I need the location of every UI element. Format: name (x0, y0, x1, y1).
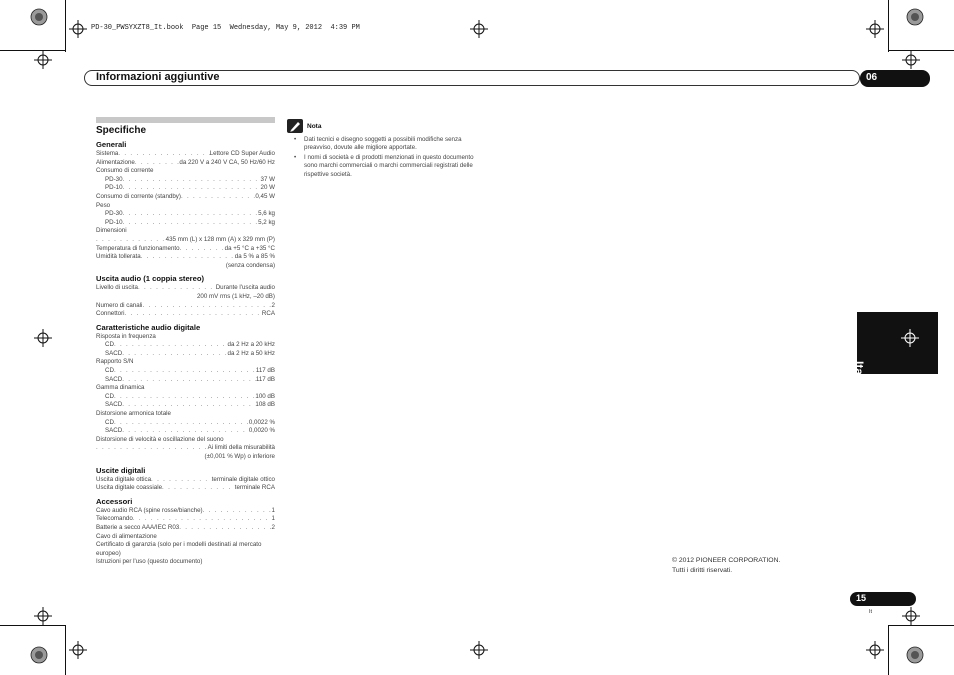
spec-row: Distorsione di velocità e oscillazione del suono (96, 435, 224, 443)
spec-label: CD (105, 367, 114, 375)
spec-value: 435 mm (L) x 128 mm (A) x 329 mm (P) (165, 235, 275, 243)
language-tab-label: Italiano (852, 361, 866, 404)
spec-value: 117 dB (255, 367, 275, 375)
crop-mark (888, 0, 889, 52)
spec-label: Uscita digitale coassiale (96, 484, 163, 492)
spec-value: 117 dB (255, 375, 275, 383)
spec-row (96, 219, 275, 228)
spec-value: 0,0022 % (248, 418, 275, 426)
leader-dots (180, 245, 225, 254)
spec-value: da 2 Hz a 20 kHz (227, 341, 275, 349)
leader-dots (114, 341, 228, 350)
crosshair-mark-icon (470, 20, 488, 38)
language-tab (852, 312, 938, 404)
spec-row: (senza condensa) (225, 261, 275, 269)
leader-dots (96, 444, 208, 453)
spec-row (96, 245, 275, 254)
spec-value: Lettore CD Super Audio (209, 150, 275, 157)
spec-row (96, 310, 275, 319)
spec-row (96, 159, 275, 168)
leader-dots (114, 419, 249, 428)
spec-row: Rapporto S/N (96, 358, 134, 366)
spec-row: Distorsione armonica totale (96, 410, 171, 418)
specs-list (96, 140, 275, 567)
spec-row (96, 393, 275, 402)
leader-dots (203, 507, 272, 516)
spec-value: terminale RCA (234, 484, 275, 492)
crop-mark (65, 0, 66, 52)
spec-row (96, 444, 275, 453)
note-item: • Dati tecnici e disegno soggetti a possibili modifiche senza preavviso, dovute alle migliore apportate. (294, 136, 474, 153)
spec-label: SACD (105, 427, 123, 435)
spec-row: Gamma dinamica (96, 384, 145, 392)
section-title: Informazioni aggiuntive (96, 71, 220, 83)
specs-title: Specifiche (96, 125, 147, 136)
spec-row (96, 284, 275, 293)
spec-label: CD (105, 392, 114, 400)
page-number: 15 (850, 592, 916, 606)
spec-row (96, 236, 275, 245)
copyright (672, 556, 780, 576)
spec-row (96, 193, 275, 202)
spec-row (96, 350, 275, 359)
spec-value: 2 (271, 301, 275, 309)
note-title: Nota (307, 123, 322, 130)
spec-label: PD-10 (105, 218, 123, 226)
crop-mark (888, 625, 889, 675)
spec-value: Ai limiti della misurabilità (207, 444, 275, 452)
spec-label: PD-30 (105, 175, 123, 183)
crosshair-mark-icon (34, 607, 52, 625)
spec-group-heading: Uscita audio (1 coppia stereo) (96, 274, 205, 284)
leader-dots (96, 236, 166, 245)
spec-label: Numero di canali (96, 301, 143, 309)
spec-group-heading: Uscite digitali (96, 465, 146, 475)
spec-group-heading: Caratteristiche audio digitale (96, 322, 201, 332)
leader-dots (138, 284, 216, 293)
spec-label: Alimentazione (96, 158, 135, 166)
leader-dots (123, 210, 259, 219)
spec-value: da 2 Hz a 50 kHz (227, 349, 275, 357)
spec-label: SACD (105, 375, 123, 383)
copyright-line: © 2012 PIONEER CORPORATION. (672, 557, 781, 564)
crosshair-mark-icon (34, 51, 52, 69)
leader-dots (162, 484, 235, 493)
leader-dots (122, 401, 255, 410)
crosshair-mark-icon (69, 641, 87, 659)
registration-mark-icon (906, 8, 924, 26)
spec-label: SACD (105, 401, 123, 409)
registration-mark-icon (30, 8, 48, 26)
spec-label: PD-30 (105, 210, 123, 218)
spec-label: Cavo audio RCA (spine rosse/bianche) (96, 506, 203, 514)
spec-row: Cavo di alimentazione (96, 532, 157, 540)
spec-label: Telecomando (96, 515, 133, 523)
spec-label: PD-10 (105, 184, 123, 192)
spec-row (96, 210, 275, 219)
spec-value: 37 W (260, 175, 275, 183)
spec-value: da 220 V a 240 V CA, 50 Hz/60 Hz (179, 158, 275, 166)
spec-row: (±0,001 % Wp) o inferiore (204, 453, 275, 460)
spec-row: Consumo di corrente (96, 167, 154, 175)
spec-value: 20 W (260, 184, 275, 192)
spec-value: 100 dB (255, 392, 275, 400)
spec-value: 0,0020 % (248, 427, 275, 435)
registration-mark-icon (30, 646, 48, 664)
leader-dots (141, 253, 235, 262)
spec-label: Temperatura di funzionamento (96, 244, 180, 252)
leader-dots (135, 159, 180, 168)
spec-label: Uscita digitale ottica (96, 475, 152, 483)
file-header: PD-30_PWSYXZT8_It.book Page 15 Wednesday, May 9, 2012 4:39 PM (91, 24, 360, 32)
leader-dots (123, 176, 261, 185)
spec-value: 1 (271, 515, 275, 523)
spec-row (96, 419, 275, 428)
spec-row (96, 427, 275, 436)
leader-dots (114, 393, 255, 402)
spec-row (96, 524, 275, 533)
spec-row (96, 253, 275, 262)
leader-dots (123, 219, 259, 228)
spec-row: Istruzioni per l'uso (questo documento) (96, 558, 203, 566)
spec-row: Certificato di garanzia (solo per i modelli destinati al mercato europeo) (96, 541, 262, 557)
spec-value: 0,45 W (255, 192, 275, 200)
spec-value: da 5 % a 85 % (234, 253, 275, 261)
crosshair-mark-icon (69, 20, 87, 38)
spec-value: 5,6 kg (258, 210, 275, 218)
leader-dots (125, 310, 262, 319)
crop-mark (888, 625, 954, 626)
spec-row (96, 484, 275, 493)
crop-mark (0, 625, 66, 626)
spec-label: Livello di uscita (96, 284, 138, 292)
spec-row: Dimensioni (96, 227, 127, 235)
spec-label: CD (105, 341, 114, 349)
leader-dots (142, 302, 271, 311)
spec-row (96, 476, 275, 485)
leader-dots (122, 350, 227, 359)
registration-mark-icon (906, 646, 924, 664)
spec-label: Consumo di corrente (standby) (96, 192, 181, 200)
leader-dots (114, 367, 256, 376)
spec-label: Sistema (96, 150, 119, 157)
crosshair-mark-icon (866, 20, 884, 38)
spec-group-heading: Accessori (96, 496, 133, 506)
spec-row (96, 184, 275, 193)
spec-row (96, 341, 275, 350)
leader-dots (123, 184, 261, 193)
note-icon (287, 119, 303, 133)
leader-dots (118, 150, 209, 159)
crosshair-mark-icon (34, 329, 52, 347)
spec-label: Batterie a secco AAA/IEC R03 (96, 523, 180, 531)
spec-row (96, 401, 275, 410)
copyright-line: Tutti i diritti riservati. (672, 567, 733, 574)
spec-label: SACD (105, 349, 123, 357)
spec-value: Durante l'uscita audio (215, 284, 275, 292)
chapter-badge: 06 (860, 70, 930, 87)
spec-value: terminale digitale ottico (211, 475, 275, 483)
spec-value: 2 (271, 523, 275, 531)
crosshair-mark-icon (902, 607, 920, 625)
spec-value: 1 (271, 506, 275, 514)
leader-dots (181, 193, 255, 202)
spec-row: Risposta in frequenza (96, 332, 156, 340)
spec-label: CD (105, 418, 114, 426)
leader-dots (151, 476, 212, 485)
crop-mark (888, 50, 954, 51)
crop-mark (0, 50, 66, 51)
note-item: • I nomi di società e di prodotti menzionati in questo documento sono marchi commerciali o marchi commerciali registrati delle rispettive società. (294, 154, 474, 179)
spec-value: RCA (261, 310, 275, 318)
crosshair-mark-icon (901, 329, 919, 347)
spec-row (96, 150, 275, 159)
crosshair-mark-icon (866, 641, 884, 659)
spec-row (96, 367, 275, 376)
spec-value: 108 dB (255, 401, 275, 409)
leader-dots (122, 376, 256, 385)
note-list (294, 136, 474, 180)
spec-value: 5,2 kg (258, 218, 275, 226)
spec-value: da +5 °C a +35 °C (224, 244, 275, 252)
crop-mark (65, 625, 66, 675)
leader-dots (122, 427, 249, 436)
spec-row: Peso (96, 201, 111, 209)
spec-label: Connettori (96, 310, 125, 318)
spec-row (96, 302, 275, 311)
spec-row (96, 376, 275, 385)
crosshair-mark-icon (470, 641, 488, 659)
spec-label: Umidità tollerata (96, 253, 141, 261)
leader-dots (133, 515, 272, 524)
spec-row (96, 507, 275, 516)
language-code: It (869, 609, 873, 615)
spec-row (96, 176, 275, 185)
spec-row: 200 mV rms (1 kHz, –20 dB) (196, 292, 275, 300)
spec-row (96, 515, 275, 524)
section-rule (96, 117, 275, 123)
crosshair-mark-icon (902, 51, 920, 69)
spec-group-heading: Generali (96, 140, 127, 149)
leader-dots (179, 524, 271, 533)
